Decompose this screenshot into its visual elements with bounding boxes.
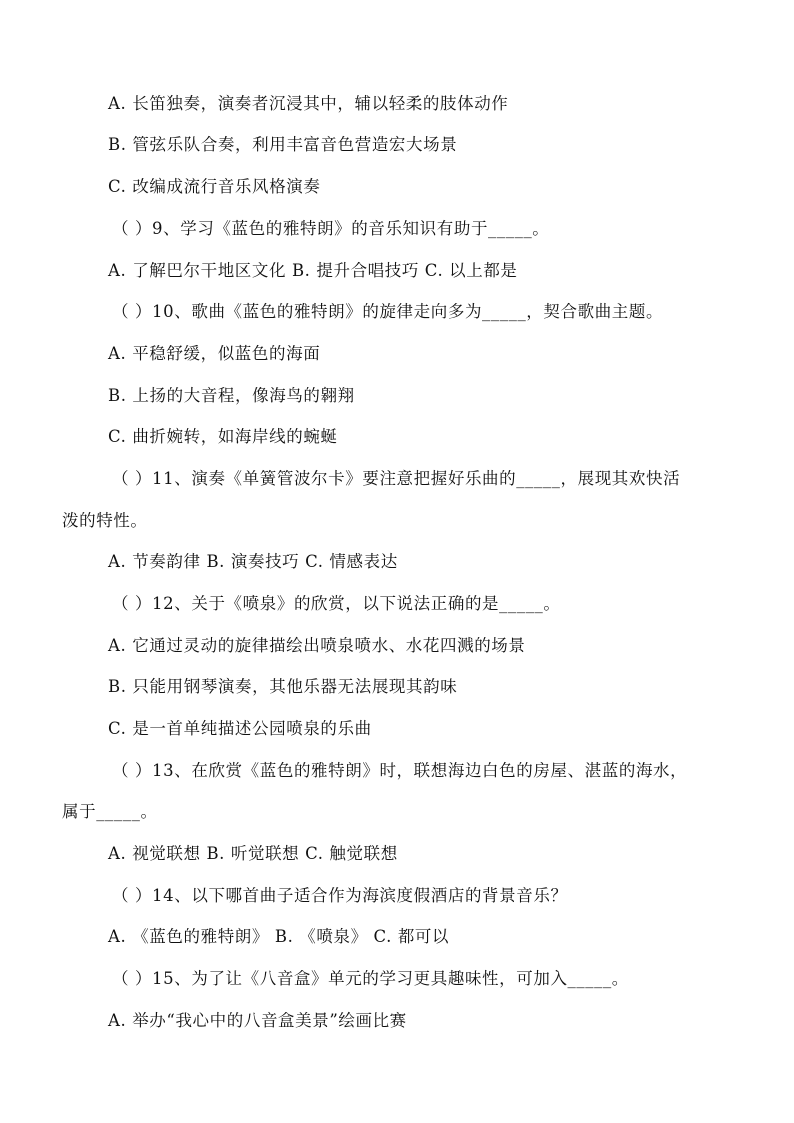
question-13: （ ）13、在欣赏《蓝色的雅特朗》时，联想海边白色的房屋、湛蓝的海水， (112, 761, 688, 780)
option-10a: A. 平稳舒缓，似蓝色的海面 (108, 344, 321, 363)
question-14: （ ）14、以下哪首曲子适合作为海滨度假酒店的背景音乐？ (112, 886, 568, 905)
option-15a: A. 举办“我心中的八音盒美景”绘画比赛 (108, 1011, 407, 1030)
option-8a: A. 长笛独奏，演奏者沉浸其中，辅以轻柔的肢体动作 (108, 94, 509, 113)
option-10c: C. 曲折婉转，如海岸线的蜿蜒 (108, 427, 338, 446)
question-11-cont: 泼的特性。 (62, 511, 148, 530)
options-9: A. 了解巴尔干地区文化 B. 提升合唱技巧 C. 以上都是 (108, 261, 518, 280)
options-14: A. 《蓝色的雅特朗》 B. 《喷泉》 C. 都可以 (108, 927, 450, 946)
question-13-cont: 属于_____。 (62, 802, 158, 821)
question-9: （ ）9、学习《蓝色的雅特朗》的音乐知识有助于_____。 (112, 219, 550, 238)
option-12b: B. 只能用钢琴演奏，其他乐器无法展现其韵味 (108, 677, 458, 696)
option-8c: C. 改编成流行音乐风格演奏 (108, 177, 321, 196)
option-10b: B. 上扬的大音程，像海鸟的翱翔 (108, 386, 355, 405)
question-15: （ ）15、为了让《八音盒》单元的学习更具趣味性，可加入_____。 (112, 969, 629, 988)
question-11: （ ）11、演奏《单簧管波尔卡》要注意把握好乐曲的_____，展现其欢快活 (112, 469, 681, 488)
question-12: （ ）12、关于《喷泉》的欣赏，以下说法正确的是_____。 (112, 594, 561, 613)
option-12c: C. 是一首单纯描述公园喷泉的乐曲 (108, 719, 372, 738)
options-13: A. 视觉联想 B. 听觉联想 C. 触觉联想 (108, 844, 398, 863)
option-12a: A. 它通过灵动的旋律描绘出喷泉喷水、水花四溅的场景 (108, 636, 526, 655)
options-11: A. 节奏韵律 B. 演奏技巧 C. 情感表达 (108, 552, 398, 571)
question-10: （ ）10、歌曲《蓝色的雅特朗》的旋律走向多为_____，契合歌曲主题。 (112, 302, 664, 321)
option-8b: B. 管弦乐队合奏，利用丰富音色营造宏大场景 (108, 135, 458, 154)
